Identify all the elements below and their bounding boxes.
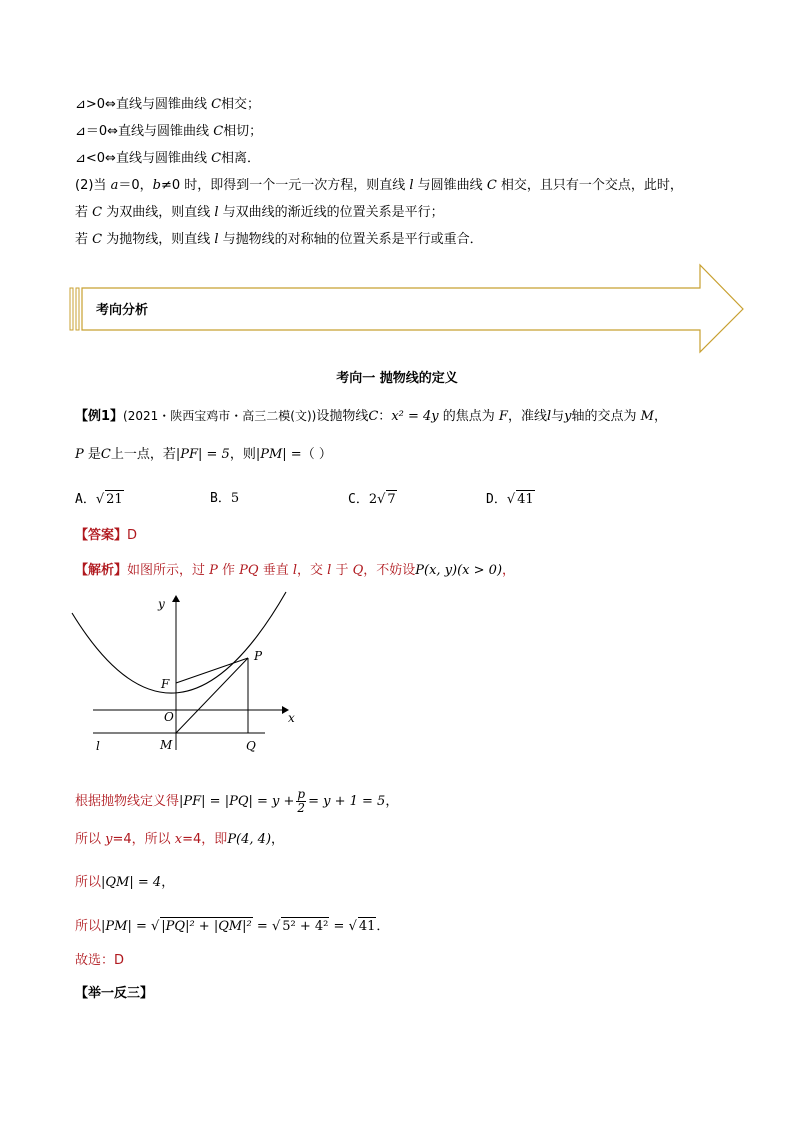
label-x: x	[288, 711, 295, 725]
label-Q: Q	[246, 739, 256, 753]
step-qm: 所以|QM| = 4，	[75, 875, 175, 890]
step-definition: 根据抛物线定义得|PF| = |PQ| = y + $\frac{p}{2}$ = y + 1 = 5，	[75, 787, 399, 815]
analysis-line: 【解析】如图所示，过 P 作 PQ 垂直 l，交 l 于 Q，不妨设P(x, y)(x > 0)，	[75, 563, 516, 578]
option-b: B．5	[210, 491, 240, 506]
segment-FP	[176, 658, 248, 683]
label-y: y	[158, 597, 165, 611]
conclusion-line: 故选：D	[75, 953, 125, 968]
paragraph-hyperbola: 若 C 为双曲线，则直线 l 与双曲线的渐近线的位置关系是平行；	[75, 205, 444, 220]
answer-line: 【答案】D	[75, 528, 138, 543]
case-less: ⊿<0⇔直线与圆锥曲线 C相离．	[75, 151, 261, 166]
segment-MP	[176, 658, 248, 733]
label-M: M	[160, 738, 173, 752]
label-l: l	[96, 739, 100, 753]
case-equal: ⊿＝0⇔直线与圆锥曲线 C相切；	[75, 124, 263, 139]
option-c: C．2√ 7	[348, 492, 396, 507]
step-pm: 所以|PM| = √ |PQ|² + |QM|² = √ 5² + 4² = √ 41．	[75, 919, 390, 934]
section-title: 考向一 抛物线的定义	[336, 371, 458, 386]
example-question-line2: P 是C上一点，若|PF| = 5，则|PM| =（ ）	[75, 447, 332, 462]
label-P: P	[254, 649, 263, 663]
paragraph-case-two: (2)当 a＝0，b≠0 时，即得到一个一元一次方程，则直线 l 与圆锥曲线 C 相交，且只有一个交点，此时，	[75, 178, 683, 193]
option-a: A．√ 21	[75, 492, 123, 507]
banner-title: 考向分析	[96, 303, 149, 318]
case-greater: ⊿>0⇔直线与圆锥曲线 C相交；	[75, 97, 261, 112]
option-d: D．√ 41	[486, 492, 534, 507]
label-F: F	[161, 677, 170, 691]
label-O: O	[164, 710, 174, 724]
example-question-line1: 【例1】(2021・陕西宝鸡市・高三二模(文))设抛物线C：x² = 4y 的焦点为 F，准线l与y轴的交点为 M，	[75, 409, 667, 424]
practice-heading: 【举一反三】	[75, 986, 154, 1001]
parabola-curve	[72, 592, 286, 693]
step-solve-xy: 所以 y=4，所以 x=4，即P(4, 4)，	[75, 832, 285, 847]
paragraph-parabola: 若 C 为抛物线，则直线 l 与抛物线的对称轴的位置关系是平行或重合．	[75, 232, 483, 247]
parabola-figure	[60, 588, 310, 763]
section-banner-arrow	[68, 263, 748, 355]
